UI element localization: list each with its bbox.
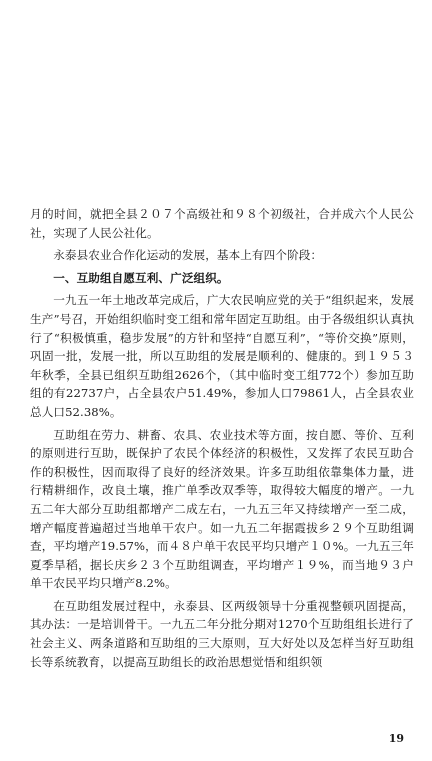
page-number: 19 <box>388 732 404 745</box>
paragraph-land-reform: 一九五一年土地改革完成后，广大农民响应党的关于“组织起来，发展生产”号召，开始组织临时变工组和常年固定互助组。由于各级组织认真执行了“积极慎重，稳步发展”的方针和坚持“自愿互利”，“等价交换”原则，巩固一批，发展一批，所以互助组的发展是顺利的、健康的。到１９５３年秋季，全县已组织互助组2626个，（其中临时变工组772个）参加互助组的有22737户，占全县农户51.49%，参加人口79861人，占全县农业总人口52.38%。 <box>30 293 414 419</box>
paragraph-stages-intro: 永泰县农业合作化运动的发展，基本上有四个阶段： <box>53 248 323 263</box>
paragraph-mutual-aid-results: 互助组在劳力、耕畜、农具、农业技术等方面，按自愿、等价、互利的原则进行互助，既保护了农民个体经济的积极性，又发挥了农民互助合作的积极性，因而取得了良好的经济效果。许多互助组依靠集体力量，进行精耕细作，改良土壤，推广单季改双季等，取得较大幅度的增产。一九五二年大部分互助组都增产二成左右，一九五三年又持续增产一至二成，增产幅度普遍超过当地单干农户。如一九五二年据霞拔乡２９个互助组调查，平均增产19.57%，而４８户单干农民平均只增产１０%。一九五三年夏季旱稻，据长庆乡２３个互助组调查，平均增产１９%，而当地９３户单干农民平均只增产8.2%。 <box>30 427 414 591</box>
paragraph-continuation: 月的时间，就把全县２０７个高级社和９８个初级社，合并成六个人民公社，实现了人民公社化。 <box>30 207 414 240</box>
paragraph-consolidation: 在互助组发展过程中，永泰县、区两级领导十分重视整顿巩固提高，其办法：一是培训骨干。一九五二年分批分期对1270个互助组组长进行了社会主义、两条道路和互助组的三大原则，互大好处以及怎样当好互助组长等系统教育，以提高互助组长的政治思想觉悟和组织领 <box>30 598 414 669</box>
body-text <box>30 205 414 675</box>
section-heading: 一、互助组自愿互利、广泛组织。 <box>53 270 229 285</box>
